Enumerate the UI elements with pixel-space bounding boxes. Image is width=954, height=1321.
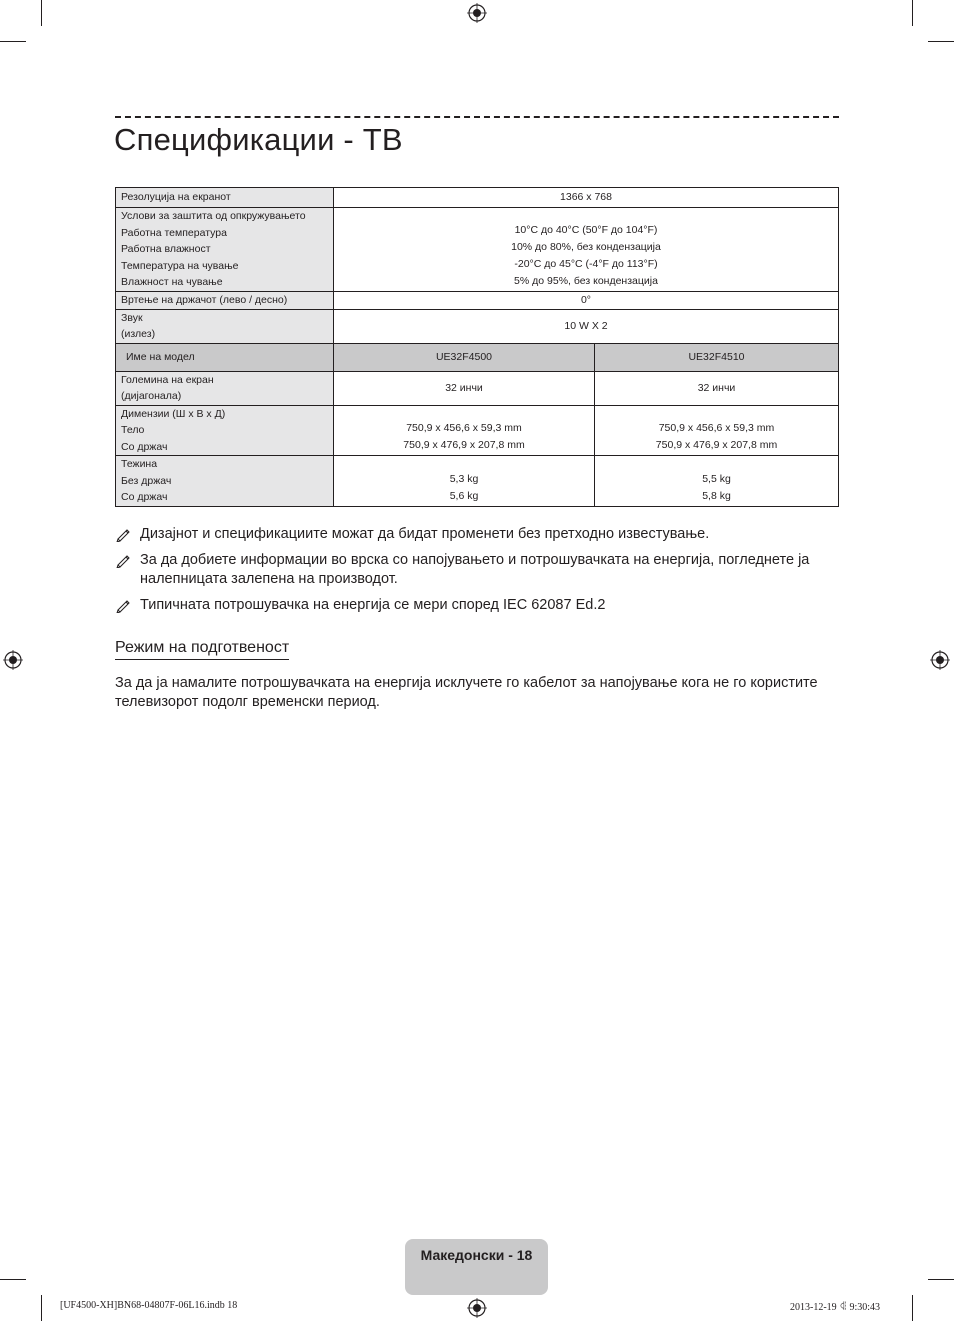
spec-value [334, 405, 595, 456]
spec-label [116, 371, 334, 405]
registration-mark-icon [930, 650, 950, 670]
crop-mark [928, 1279, 954, 1280]
spec-value [334, 291, 839, 309]
value-line: 32 инчи [697, 381, 736, 394]
spec-label [116, 405, 334, 456]
title-divider [115, 116, 839, 118]
table-row [116, 405, 839, 456]
note-item [115, 525, 839, 544]
label-line: Температура на чување [121, 259, 239, 272]
page-number-label: Македонски - 18 [420, 1247, 533, 1263]
model-header-row [116, 343, 839, 371]
spec-value [595, 456, 839, 507]
label-line: Работна температура [121, 226, 227, 239]
note-text: Дизајнот и спецификациите можат да бидат променети без претходно известување. [140, 526, 710, 542]
table-row [116, 208, 839, 292]
print-footer-left: [UF4500-XH]BN68-04807F-06L16.indb 18 [60, 1300, 238, 1311]
value-line: 750,9 x 456,6 x 59,3 mm [658, 422, 775, 435]
model-name: UE32F4510 [595, 343, 839, 371]
table-row [116, 456, 839, 507]
value-line: 5,8 kg [702, 489, 731, 502]
crop-mark [0, 41, 26, 42]
crop-mark [41, 0, 42, 26]
table-row [116, 188, 839, 208]
spec-value [334, 188, 839, 208]
spec-label [116, 291, 334, 309]
crop-mark [0, 1279, 26, 1280]
label-line: Услови за заштита од опкружувањето [121, 210, 306, 222]
value-line: 5,5 kg [702, 472, 731, 485]
label-line: Тело [121, 424, 145, 436]
value-line: 5% до 95%, без кондензација [514, 275, 658, 288]
label-line: Со држач [121, 491, 168, 503]
registration-mark-icon [467, 3, 487, 23]
spec-table [115, 187, 839, 507]
pencil-note-icon [115, 526, 133, 542]
page-language-tab [405, 1239, 548, 1295]
value-line: 10 W X 2 [564, 319, 608, 332]
value-line: 5,3 kg [449, 472, 479, 485]
table-row [116, 371, 839, 405]
note-item [115, 596, 839, 615]
label-line: Тежина [121, 458, 158, 470]
note-text: За да добиете информации во врска со напојувањето и потрошувачката на енергија, погледнете ја налепницата залепена на производот. [140, 552, 810, 587]
spec-value [595, 405, 839, 456]
value-line: -20°C до 45°C (-4°F до 113°F) [514, 258, 658, 271]
spec-value [334, 208, 839, 292]
spec-label [116, 188, 334, 208]
spec-value [595, 371, 839, 405]
spec-label [116, 208, 334, 292]
spec-label [116, 309, 334, 343]
value-line: 10°C до 40°C (50°F до 104°F) [514, 224, 658, 237]
crop-mark [912, 1295, 913, 1321]
note-text: Типичната потрошувачка на енергија се мери според IEC 62087 Ed.2 [140, 597, 606, 613]
print-footer-right: 2013-12-19 ꆠ 9:30:43 [790, 1302, 881, 1313]
label-line: Резолуција на екранот [121, 191, 231, 204]
label-line: Без држач [121, 474, 172, 487]
standby-text: За да ја намалите потрошувачката на енергија исклучете го кабелот за напојување кога не го користите телевизорот подолг временски период. [115, 675, 818, 710]
value-line: 750,9 x 476,9 x 207,8 mm [655, 439, 778, 452]
value-line: 0° [580, 293, 592, 306]
value-line: 750,9 x 476,9 x 207,8 mm [403, 439, 525, 452]
table-row [116, 309, 839, 343]
value-line: 32 инчи [445, 381, 483, 394]
value-line: 1366 x 768 [560, 191, 612, 203]
value-line: 5,6 kg [449, 489, 479, 502]
label-line: Димензии (Ш x В x Д) [121, 407, 226, 420]
label-line: Звук [121, 311, 143, 324]
crop-mark [912, 0, 913, 26]
spec-label [116, 456, 334, 507]
label-line: Големина на екран [121, 373, 214, 386]
crop-mark [928, 41, 954, 42]
crop-mark [41, 1295, 42, 1321]
registration-mark-icon [3, 650, 23, 670]
pencil-note-icon [115, 552, 133, 568]
spec-value [334, 371, 595, 405]
spec-value [334, 309, 839, 343]
model-header-label: Име на модел [116, 343, 334, 371]
label-line: Со држач [121, 440, 168, 453]
table-row [116, 291, 839, 309]
value-line: 10% до 80%, без кондензација [511, 241, 661, 254]
pencil-note-icon [115, 597, 133, 613]
label-line: Влажност на чување [121, 276, 223, 288]
label-line: (дијагонала) [121, 390, 182, 402]
label-line: Вртење на држачот (лево / десно) [121, 293, 288, 306]
spec-value [334, 456, 595, 507]
label-line: Работна влажност [121, 243, 211, 255]
label-line: (излез) [121, 328, 156, 340]
value-line: 750,9 x 456,6 x 59,3 mm [406, 422, 522, 435]
note-item [115, 551, 839, 589]
standby-heading: Режим на подготвеност [115, 639, 289, 660]
notes-list [115, 525, 839, 622]
registration-mark-icon [467, 1298, 487, 1318]
page-title: Спецификации - ТВ [114, 122, 403, 157]
model-name: UE32F4500 [334, 343, 595, 371]
